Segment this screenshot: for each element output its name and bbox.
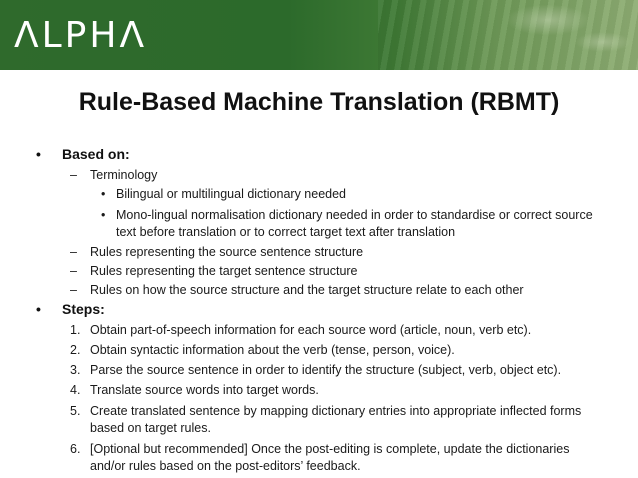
step-item: 2. Obtain syntactic information about the verb (tense, person, voice). [70,343,455,357]
step-item: 3. Parse the source sentence in order to identify the structure (subject, verb, object etc). [70,363,562,377]
step-number: 5. [70,404,81,418]
list-item: – Rules on how the source structure and the target structure relate to each other [70,283,524,297]
dash-icon: – [70,168,77,182]
list-item: – Terminology [70,168,158,182]
list-item: – Rules representing the source sentence structure [70,245,364,259]
step-number: 3. [70,363,81,377]
step-item: 4. Translate source words into target words. [70,383,319,397]
list-subitem: • Mono-lingual normalisation dictionary needed in order to standardise or correct source text before translation or to correct target text after translation [101,208,593,239]
header-photo [378,0,638,70]
step-number: 4. [70,383,81,397]
alpha-logo [14,16,147,56]
section-heading-based-on: • Based on: [36,146,130,162]
dash-icon: – [70,283,77,297]
step-number: 1. [70,323,81,337]
slide-body [0,146,638,478]
section-heading-steps: • Steps: [36,301,105,317]
step-item: 5. Create translated sentence by mapping dictionary entries into appropriate inflected forms based on target rules. [70,404,582,435]
bullet-icon: • [36,146,41,162]
bullet-icon: • [101,187,106,201]
logo-text: ΛLPHΛ [14,15,148,56]
slide-title: Rule-Based Machine Translation (RBMT) [78,88,560,116]
step-number: 2. [70,343,81,357]
header-banner [0,0,638,70]
bullet-icon: • [101,208,106,222]
list-item: – Rules representing the target sentence structure [70,264,358,278]
dash-icon: – [70,264,77,278]
dash-icon: – [70,245,77,259]
list-subitem: • Bilingual or multilingual dictionary needed [101,187,346,201]
step-item: 1. Obtain part-of-speech information for each source word (article, noun, verb etc). [70,323,532,337]
step-number: 6. [70,442,81,456]
bullet-icon: • [36,301,41,317]
step-item: 6. [Optional but recommended] Once the post-editing is complete, update the dictionaries and/or rules based on the post-editors’ feedback. [70,442,570,473]
